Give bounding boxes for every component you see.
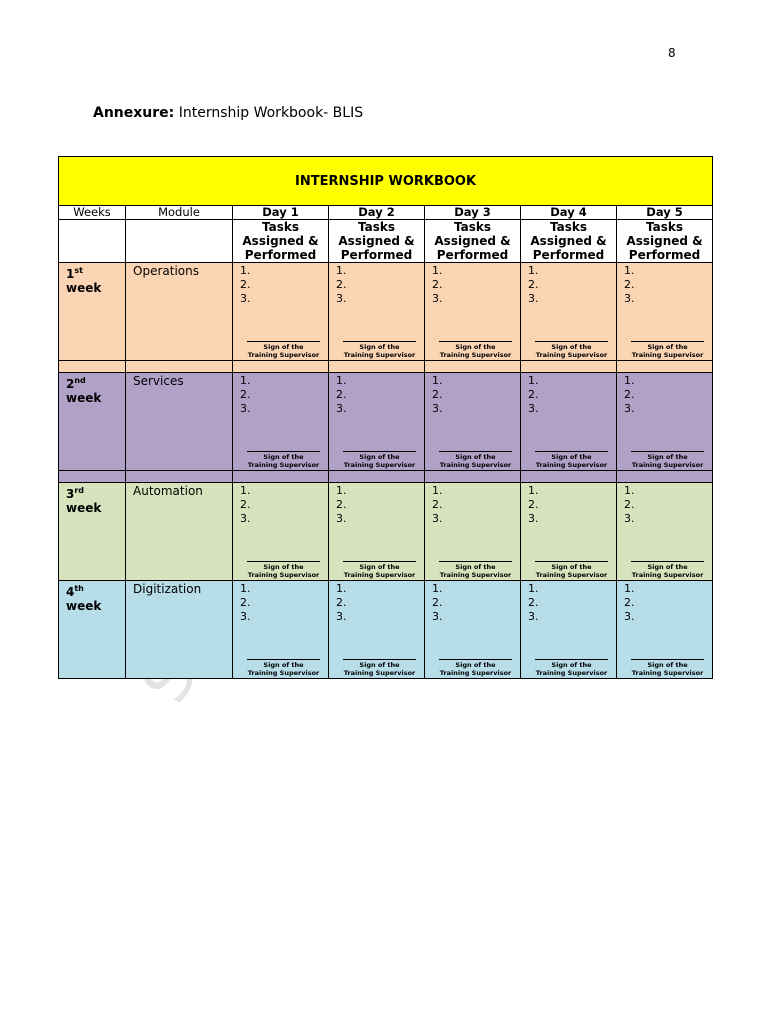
task-cell-week2-day5[interactable]	[617, 373, 713, 471]
task-line: 3.	[432, 402, 443, 415]
task-line: 3.	[336, 610, 347, 623]
task-line: 3.	[240, 402, 251, 415]
task-line: 2.	[624, 388, 635, 401]
tasks-header-line: Assigned &	[338, 234, 415, 248]
task-line: 2.	[624, 596, 635, 609]
supervisor-signature-line	[343, 341, 416, 359]
signature-caption: Sign of the	[263, 563, 304, 571]
task-line: 2.	[624, 278, 635, 291]
header-day-2: Day 2	[329, 206, 425, 220]
module-name: Digitization	[126, 581, 233, 679]
task-line: 3.	[432, 610, 443, 623]
supervisor-signature-line	[439, 451, 512, 469]
task-list	[329, 263, 424, 306]
signature-caption: Sign of the	[455, 661, 496, 669]
signature-caption: Sign of the	[263, 343, 304, 351]
task-cell-week3-day1[interactable]	[233, 483, 329, 581]
signature-caption: Sign of the	[455, 453, 496, 461]
task-line: 1.	[624, 264, 635, 277]
spacer-row	[59, 471, 713, 483]
task-cell-week1-day4[interactable]	[521, 263, 617, 361]
task-line: 1.	[240, 582, 251, 595]
header-day-4: Day 4	[521, 206, 617, 220]
supervisor-signature-line	[343, 561, 416, 579]
spacer-cell	[425, 471, 521, 483]
task-cell-week1-day2[interactable]	[329, 263, 425, 361]
module-name: Operations	[126, 263, 233, 361]
task-line: 1.	[528, 582, 539, 595]
header-weeks: Weeks	[59, 206, 126, 220]
spacer-cell	[521, 361, 617, 373]
tasks-header-line: Tasks	[261, 220, 299, 234]
task-list	[425, 581, 520, 624]
spacer-cell	[329, 361, 425, 373]
task-line: 3.	[624, 402, 635, 415]
signature-caption: Sign of the	[455, 563, 496, 571]
signature-caption: Sign of the	[551, 661, 592, 669]
spacer-cell	[425, 361, 521, 373]
week-ordinal	[66, 374, 125, 391]
task-line: 2.	[336, 596, 347, 609]
spacer-cell	[233, 471, 329, 483]
tasks-header-line: Assigned &	[434, 234, 511, 248]
week-suffix: rd	[74, 486, 85, 495]
tasks-header-line: Performed	[628, 248, 701, 262]
supervisor-signature-line	[247, 451, 320, 469]
task-line: 3.	[432, 512, 443, 525]
tasks-header-day-3	[425, 220, 521, 263]
task-list	[617, 581, 712, 624]
tasks-header-line: Performed	[340, 248, 413, 262]
supervisor-signature-line	[439, 341, 512, 359]
tasks-header-day-2	[329, 220, 425, 263]
spacer-cell	[521, 471, 617, 483]
signature-caption: Training Supervisor	[631, 669, 704, 677]
week-row	[59, 373, 713, 471]
tasks-header-line: Performed	[532, 248, 605, 262]
supervisor-signature-line	[631, 561, 704, 579]
header-day-3: Day 3	[425, 206, 521, 220]
week-number: 3	[66, 487, 75, 501]
week-word: week	[66, 599, 102, 613]
week-word: week	[66, 501, 102, 515]
task-line: 1.	[432, 582, 443, 595]
task-line: 1.	[336, 264, 347, 277]
task-cell-week2-day1[interactable]	[233, 373, 329, 471]
task-line: 3.	[240, 512, 251, 525]
tasks-header-line: Tasks	[646, 220, 684, 234]
spacer-cell	[126, 471, 233, 483]
task-list	[617, 483, 712, 526]
task-line: 2.	[432, 498, 443, 511]
signature-caption: Sign of the	[647, 453, 688, 461]
signature-caption: Sign of the	[359, 661, 400, 669]
signature-caption: Training Supervisor	[343, 461, 416, 469]
tasks-header-line: Assigned &	[242, 234, 319, 248]
tasks-header-day-1	[233, 220, 329, 263]
week-label-1	[59, 263, 126, 361]
spacer-cell	[617, 361, 713, 373]
task-cell-week3-day4[interactable]	[521, 483, 617, 581]
signature-caption: Training Supervisor	[631, 571, 704, 579]
task-list	[233, 581, 328, 624]
supervisor-signature-line	[535, 341, 608, 359]
signature-caption: Training Supervisor	[439, 669, 512, 677]
task-line: 2.	[624, 498, 635, 511]
subheader-blank-module	[126, 220, 233, 263]
task-line: 2.	[336, 278, 347, 291]
task-line: 1.	[336, 374, 347, 387]
tasks-header-line: Tasks	[357, 220, 395, 234]
task-line: 2.	[240, 278, 251, 291]
task-line: 3.	[624, 610, 635, 623]
signature-caption: Training Supervisor	[439, 461, 512, 469]
task-cell-week2-day2[interactable]	[329, 373, 425, 471]
signature-caption: Training Supervisor	[631, 461, 704, 469]
signature-caption: Sign of the	[647, 563, 688, 571]
task-line: 3.	[528, 512, 539, 525]
task-line: 1.	[240, 264, 251, 277]
task-line: 3.	[240, 610, 251, 623]
task-list	[233, 263, 328, 306]
signature-caption: Sign of the	[263, 661, 304, 669]
task-line: 1.	[528, 374, 539, 387]
supervisor-signature-line	[343, 659, 416, 677]
task-line: 1.	[336, 582, 347, 595]
signature-caption: Training Supervisor	[247, 461, 320, 469]
task-list	[329, 483, 424, 526]
task-cell-week1-day5[interactable]	[617, 263, 713, 361]
task-line: 3.	[336, 292, 347, 305]
signature-caption: Training Supervisor	[535, 669, 608, 677]
week-label-3	[59, 483, 126, 581]
signature-caption: Sign of the	[647, 661, 688, 669]
signature-caption: Training Supervisor	[535, 571, 608, 579]
signature-caption: Training Supervisor	[247, 571, 320, 579]
task-list	[233, 373, 328, 416]
task-list	[617, 263, 712, 306]
task-cell-week4-day2[interactable]	[329, 581, 425, 679]
tasks-header-day-4	[521, 220, 617, 263]
supervisor-signature-line	[343, 451, 416, 469]
week-number: 1	[66, 267, 75, 281]
task-line: 3.	[432, 292, 443, 305]
annexure-label: Annexure:	[93, 105, 175, 121]
task-cell-week3-day2[interactable]	[329, 483, 425, 581]
tasks-header-day-5	[617, 220, 713, 263]
module-name: Automation	[126, 483, 233, 581]
page-number: 8	[668, 46, 676, 60]
week-label-2	[59, 373, 126, 471]
task-line: 1.	[432, 374, 443, 387]
task-list	[425, 483, 520, 526]
supervisor-signature-line	[439, 561, 512, 579]
task-line: 3.	[336, 402, 347, 415]
header-day-5: Day 5	[617, 206, 713, 220]
task-line: 1.	[528, 264, 539, 277]
task-line: 2.	[432, 596, 443, 609]
task-cell-week2-day3[interactable]	[425, 373, 521, 471]
week-number: 2	[66, 377, 75, 391]
task-cell-week4-day3[interactable]	[425, 581, 521, 679]
supervisor-signature-line	[631, 659, 704, 677]
task-line: 1.	[240, 374, 251, 387]
task-line: 3.	[528, 292, 539, 305]
task-cell-week3-day5[interactable]	[617, 483, 713, 581]
task-line: 1.	[528, 484, 539, 497]
task-list	[233, 483, 328, 526]
task-line: 2.	[432, 388, 443, 401]
supervisor-signature-line	[247, 341, 320, 359]
signature-caption: Training Supervisor	[631, 351, 704, 359]
header-module: Module	[126, 206, 233, 220]
tasks-header-line: Assigned &	[530, 234, 607, 248]
task-line: 2.	[336, 498, 347, 511]
task-cell-week4-day4[interactable]	[521, 581, 617, 679]
table-title: INTERNSHIP WORKBOOK	[59, 157, 713, 206]
supervisor-signature-line	[631, 451, 704, 469]
task-cell-week1-day3[interactable]	[425, 263, 521, 361]
supervisor-signature-line	[535, 659, 608, 677]
week-ordinal	[66, 264, 125, 281]
header-day-1: Day 1	[233, 206, 329, 220]
supervisor-signature-line	[631, 341, 704, 359]
task-list	[329, 373, 424, 416]
supervisor-signature-line	[535, 561, 608, 579]
task-line: 3.	[624, 512, 635, 525]
task-cell-week2-day4[interactable]	[521, 373, 617, 471]
spacer-cell	[126, 361, 233, 373]
annexure-heading	[93, 105, 363, 121]
signature-caption: Training Supervisor	[535, 351, 608, 359]
task-line: 3.	[528, 402, 539, 415]
task-line: 3.	[336, 512, 347, 525]
task-list	[329, 581, 424, 624]
task-line: 1.	[432, 264, 443, 277]
signature-caption: Sign of the	[263, 453, 304, 461]
tasks-header-line: Assigned &	[626, 234, 703, 248]
internship-workbook-table	[58, 156, 713, 679]
tasks-header-line: Performed	[436, 248, 509, 262]
spacer-row	[59, 361, 713, 373]
task-list	[425, 263, 520, 306]
task-line: 2.	[336, 388, 347, 401]
signature-caption: Sign of the	[359, 563, 400, 571]
spacer-cell	[617, 471, 713, 483]
spacer-cell	[233, 361, 329, 373]
week-ordinal	[66, 484, 125, 501]
week-label-4	[59, 581, 126, 679]
supervisor-signature-line	[535, 451, 608, 469]
supervisor-signature-line	[247, 561, 320, 579]
signature-caption: Training Supervisor	[247, 351, 320, 359]
supervisor-signature-line	[439, 659, 512, 677]
task-list	[521, 581, 616, 624]
task-line: 3.	[528, 610, 539, 623]
week-suffix: th	[74, 584, 84, 593]
task-cell-week4-day5[interactable]	[617, 581, 713, 679]
task-cell-week4-day1[interactable]	[233, 581, 329, 679]
week-number: 4	[66, 585, 75, 599]
task-line: 2.	[528, 278, 539, 291]
task-line: 1.	[624, 582, 635, 595]
week-suffix: st	[74, 266, 83, 275]
signature-caption: Training Supervisor	[343, 351, 416, 359]
task-line: 1.	[336, 484, 347, 497]
task-line: 2.	[240, 596, 251, 609]
task-line: 1.	[624, 374, 635, 387]
task-line: 2.	[528, 498, 539, 511]
tasks-header-line: Tasks	[453, 220, 491, 234]
signature-caption: Sign of the	[359, 343, 400, 351]
task-list	[617, 373, 712, 416]
tasks-header-line: Tasks	[549, 220, 587, 234]
task-line: 1.	[624, 484, 635, 497]
signature-caption: Training Supervisor	[535, 461, 608, 469]
week-word: week	[66, 391, 102, 405]
spacer-cell	[59, 361, 126, 373]
signature-caption: Training Supervisor	[343, 669, 416, 677]
tasks-header-line: Performed	[244, 248, 317, 262]
task-line: 2.	[240, 388, 251, 401]
task-line: 2.	[240, 498, 251, 511]
task-list	[521, 373, 616, 416]
supervisor-signature-line	[247, 659, 320, 677]
signature-caption: Sign of the	[359, 453, 400, 461]
signature-caption: Sign of the	[455, 343, 496, 351]
signature-caption: Training Supervisor	[247, 669, 320, 677]
signature-caption: Sign of the	[551, 343, 592, 351]
task-list	[521, 483, 616, 526]
signature-caption: Training Supervisor	[343, 571, 416, 579]
signature-caption: Sign of the	[551, 563, 592, 571]
spacer-cell	[59, 471, 126, 483]
task-line: 2.	[432, 278, 443, 291]
task-line: 1.	[432, 484, 443, 497]
week-row	[59, 263, 713, 361]
task-line: 2.	[528, 596, 539, 609]
spacer-cell	[329, 471, 425, 483]
task-cell-week3-day3[interactable]	[425, 483, 521, 581]
task-line: 3.	[624, 292, 635, 305]
week-ordinal	[66, 582, 125, 599]
signature-caption: Training Supervisor	[439, 571, 512, 579]
week-word: week	[66, 281, 102, 295]
week-row	[59, 483, 713, 581]
signature-caption: Sign of the	[647, 343, 688, 351]
signature-caption: Training Supervisor	[439, 351, 512, 359]
signature-caption: Sign of the	[551, 453, 592, 461]
week-suffix: nd	[74, 376, 86, 385]
task-line: 2.	[528, 388, 539, 401]
subheader-blank-weeks	[59, 220, 126, 263]
task-list	[425, 373, 520, 416]
module-name: Services	[126, 373, 233, 471]
task-line: 3.	[240, 292, 251, 305]
task-list	[521, 263, 616, 306]
task-cell-week1-day1[interactable]	[233, 263, 329, 361]
task-line: 1.	[240, 484, 251, 497]
week-row	[59, 581, 713, 679]
annexure-text: Internship Workbook- BLIS	[174, 105, 364, 121]
